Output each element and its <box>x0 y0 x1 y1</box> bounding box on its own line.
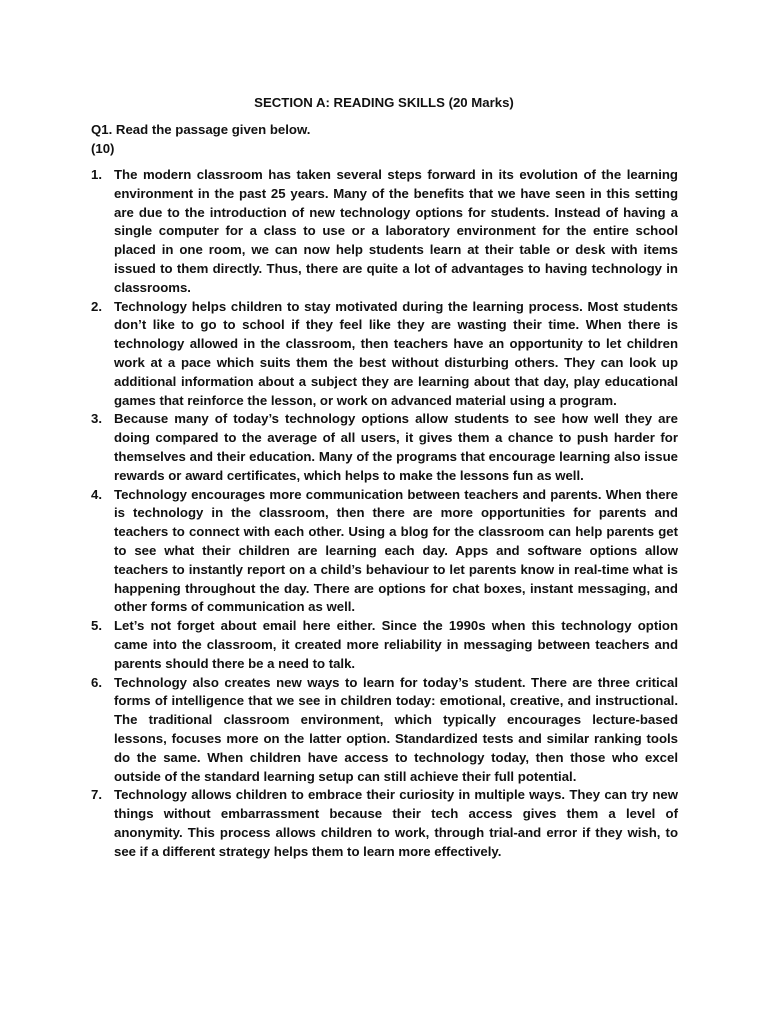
passage-item-number: 6. <box>91 674 102 690</box>
passage-list <box>91 166 678 861</box>
passage-item <box>91 674 678 787</box>
passage-item <box>91 298 678 411</box>
passage-item <box>91 410 678 485</box>
passage-item-text: Technology helps children to stay motivated during the learning process. Most students don’t like to go to school if they feel like they are wasting their time. When there is technology allowed in the classroom, then teachers have an opportunity to let children work at a pace which suits them the best without disturbing others. They can look up additional information about a subject they are learning about that day, play educational games that reinforce the lesson, or work on advanced material using a program. <box>114 298 678 408</box>
passage-item <box>91 617 678 673</box>
question-label: Q1. Read the passage given below. <box>91 122 311 137</box>
question-marks: (10) <box>91 141 115 156</box>
passage-item-number: 4. <box>91 486 102 502</box>
section-title: SECTION A: READING SKILLS (20 Marks) <box>254 95 514 110</box>
passage-item-number: 5. <box>91 618 102 634</box>
passage-item-number: 3. <box>91 411 102 427</box>
passage-item-text: Technology encourages more communication between teachers and parents. When there is technology in the classroom, then there are more opportunities for parents and teachers to connect with each other. Using a blog for the classroom can help parents get to see what their children are learning each day. Apps and software options allow teachers to instantly report on a child’s behaviour to let parents know in real-time what is happening throughout the day. There are options for chat boxes, instant messaging, and other forms of communication as well. <box>114 486 678 615</box>
passage-item-text: The modern classroom has taken several steps forward in its evolution of the learning environment in the past 25 years. Many of the benefits that we have seen in this setting are due to the introduction of new technology options for students. Instead of having a single computer for a class to use or a laboratory environment for the entire school placed in one room, we can now help students learn at their table or desk with items issued to them directly. Thus, there are quite a lot of advantages to having technology in classrooms. <box>114 167 678 295</box>
passage-item-text: Let’s not forget about email here either. Since the 1990s when this technology option came into the classroom, it created more reliability in messaging between teachers and parents should there be a need to talk. <box>114 618 678 671</box>
passage-item <box>91 786 678 861</box>
passage-item-number: 2. <box>91 298 102 314</box>
passage-item-text: Technology also creates new ways to learn for today’s student. There are three critical forms of intelligence that we see in children today: emotional, creative, and instructional. The traditional classroom environment, which typically encourages lecture-based lessons, focuses more on the latter option. Standardized tests and similar ranking tools do the same. When children have access to technology today, then those who excel outside of the standard learning setup can still achieve their full potential. <box>114 674 678 784</box>
passage-item-text: Because many of today’s technology options allow students to see how well they are doing compared to the average of all users, it gives them a chance to push harder for themselves and their education. Many of the programs that encourage learning also issue rewards or award certificates, which helps to make the lessons fun as well. <box>114 411 678 483</box>
passage-item-number: 1. <box>91 167 102 182</box>
passage-item <box>91 486 678 618</box>
passage-item-number: 7. <box>91 787 102 803</box>
passage-item-text: Technology allows children to embrace their curiosity in multiple ways. They can try new things without embarrassment because their tech access gives them a level of anonymity. This process allows children to work, through trial-and error if they wish, to see if a different strategy helps them to learn more effectively. <box>114 787 678 859</box>
passage-item <box>91 166 678 298</box>
question-header <box>91 120 691 158</box>
